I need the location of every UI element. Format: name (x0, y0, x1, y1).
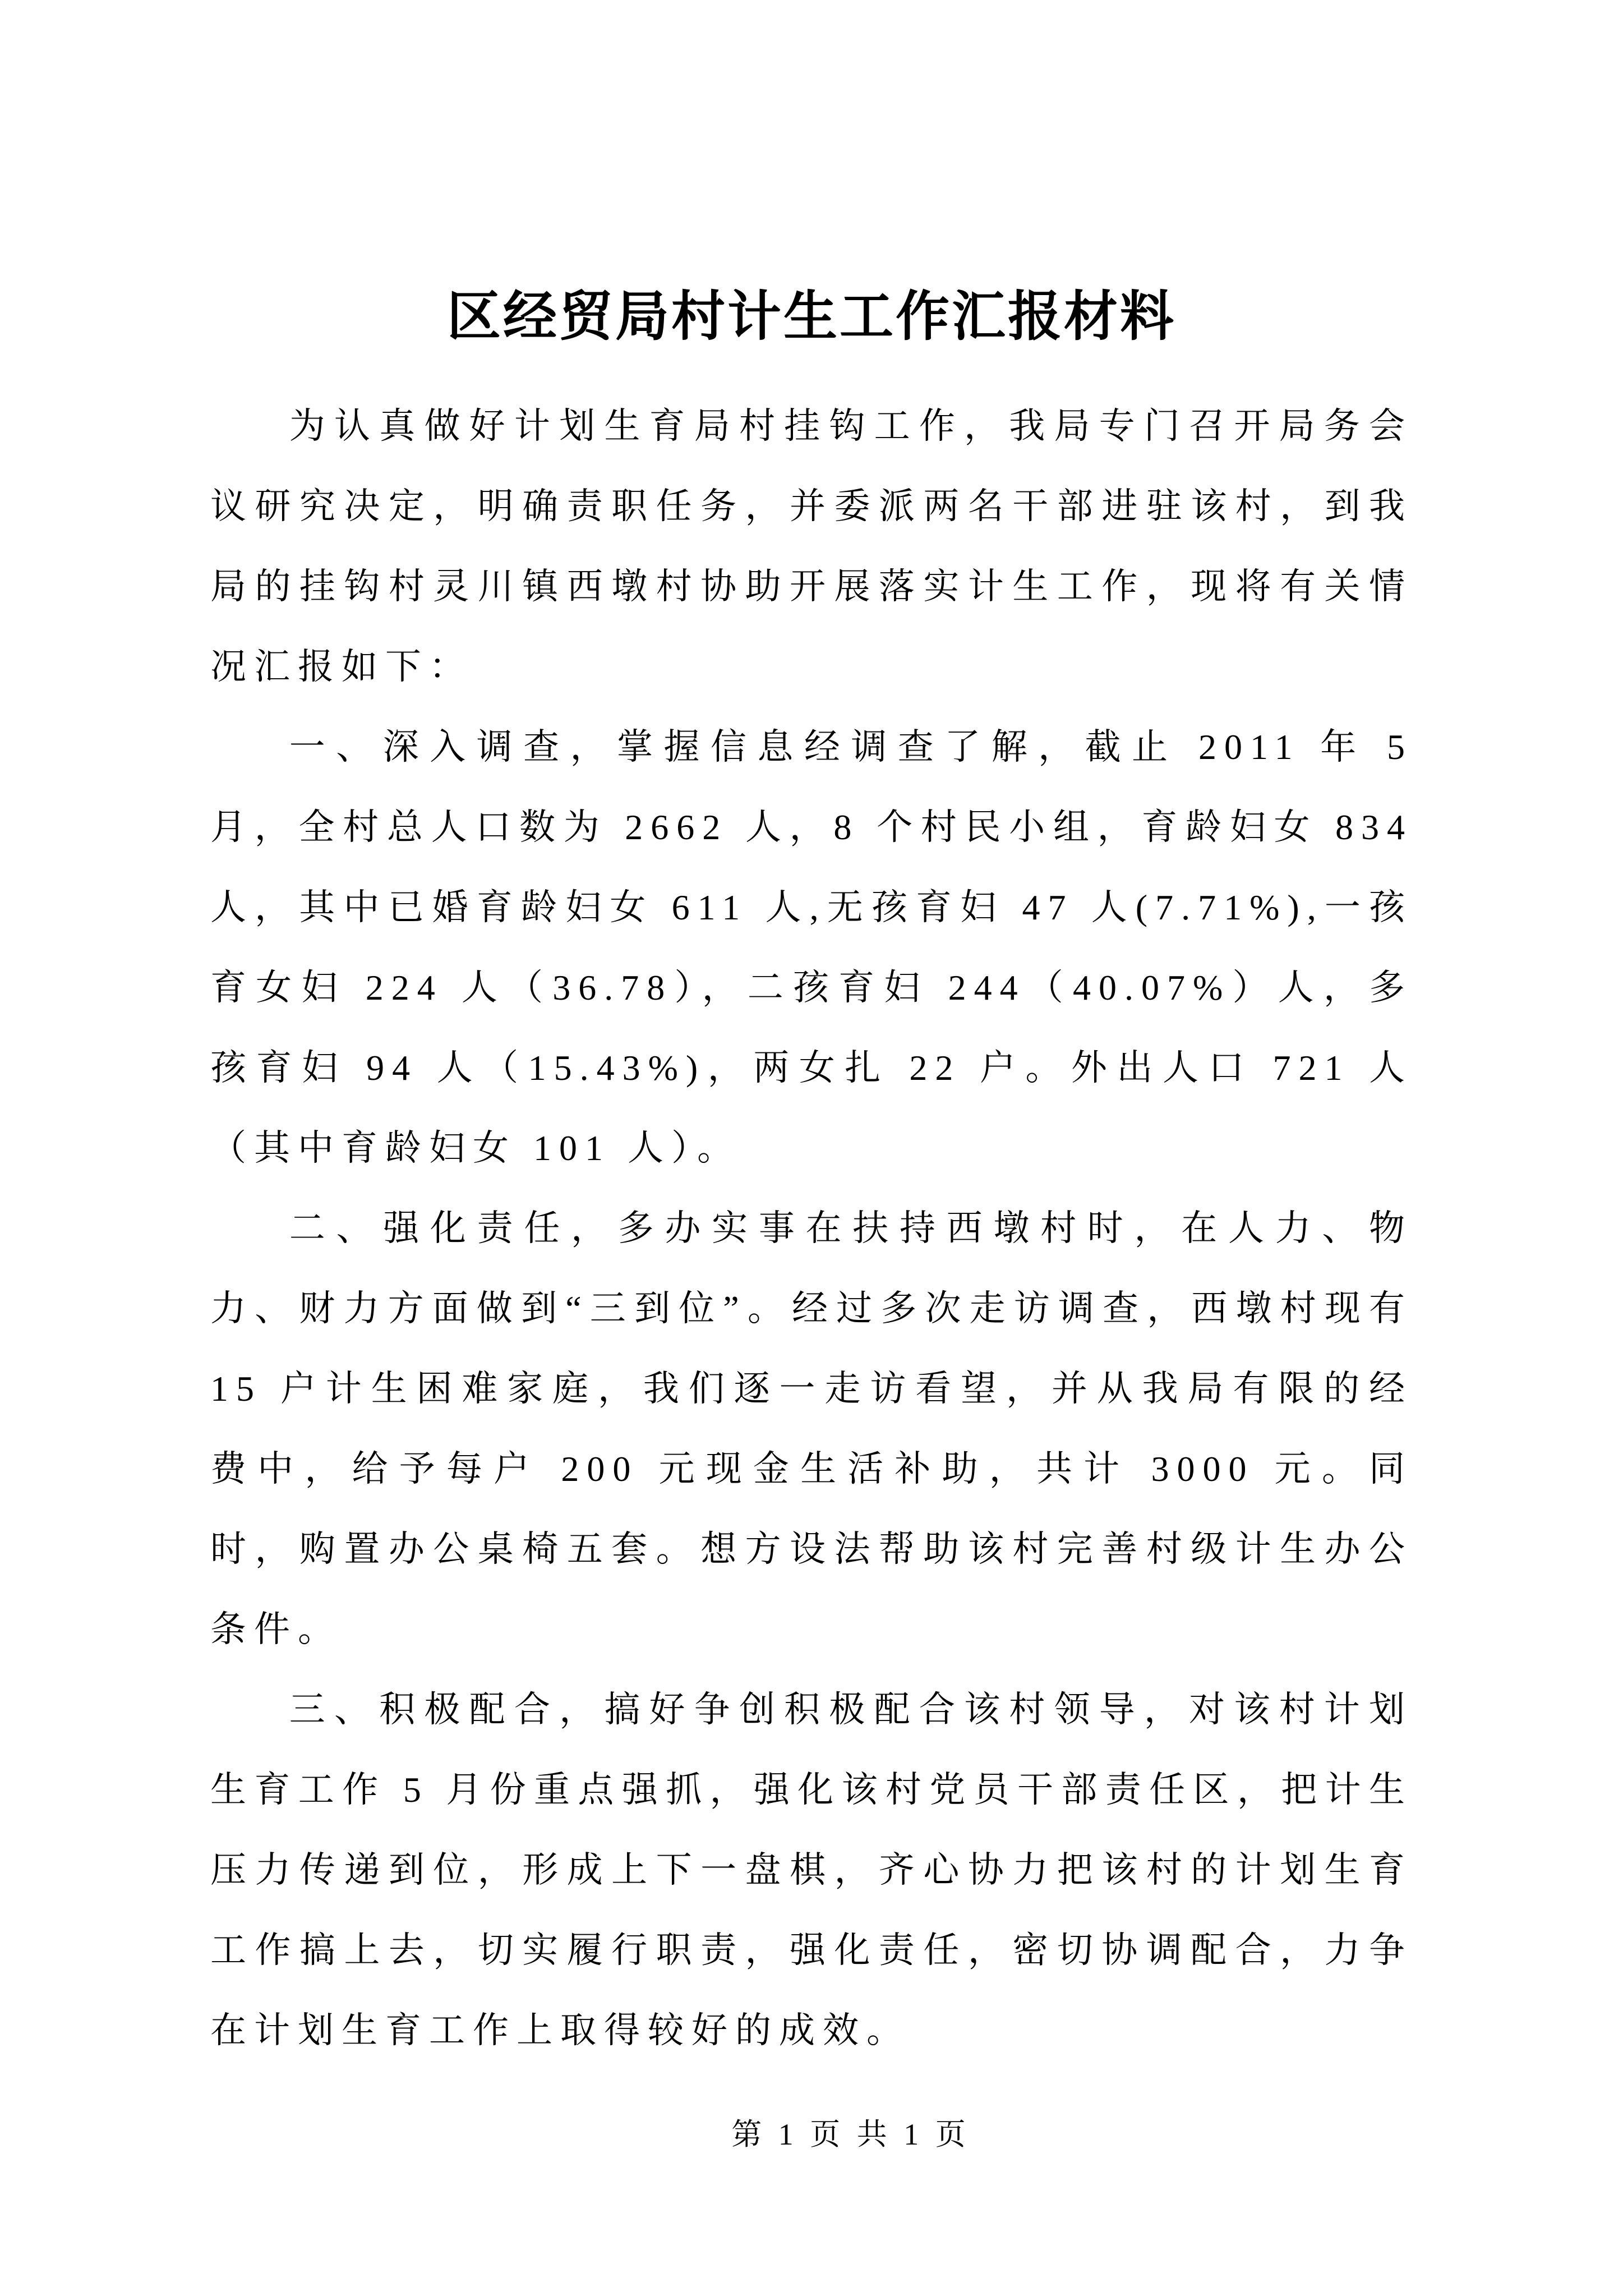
paragraph-section-2: 二、强化责任，多办实事在扶持西墩村时，在人力、物力、财力方面做到“三到位”。经过多次走访调查，西墩村现有 15 户计生困难家庭，我们逐一走访看望，并从我局有限的经费中，给予每户 200 元现金生活补助，共计 3000 元。同时，购置办公桌椅五套。想方设法帮助该村完善村级计生办公条件。 (210, 1208, 1413, 1649)
document-body (210, 386, 1413, 2070)
paragraph-intro: 为认真做好计划生育局村挂钩工作，我局专门召开局务会议研究决定，明确责职任务，并委派两名干部进驻该村，到我局的挂钩村灵川镇西墩村协助开展落实计生工作，现将有关情况汇报如下： (210, 406, 1413, 687)
page-number-label: 第 1 页 共 1 页 (731, 2118, 970, 2151)
page-footer (79, 2116, 1623, 2153)
paragraph-section-1: 一、深入调查，掌握信息经调查了解，截止 2011 年 5 月，全村总人口数为 2662 人，8 个村民小组，育龄妇女 834 人，其中已婚育龄妇女 611 人,无孩育妇 47 人(7.71%),一孩育女妇 224 人（36.78），二孩育妇 244（40.07%）人，多孩育妇 94 人（15.43%)，两女扎 22 户。外出人口 721 人（其中育龄妇女 101 人）。 (210, 727, 1413, 1168)
document-title: 区经贸局村计生工作汇报材料 (447, 287, 1176, 347)
paragraph-section-3: 三、积极配合，搞好争创积极配合该村领导，对该村计划生育工作 5 月份重点强抓，强化该村党员干部责任区，把计生压力传递到位，形成上下一盘棋，齐心协力把该村的计划生育工作搞上去，切实履行职责，强化责任，密切协调配合，力争在计划生育工作上取得较好的成效。 (210, 1690, 1413, 2050)
